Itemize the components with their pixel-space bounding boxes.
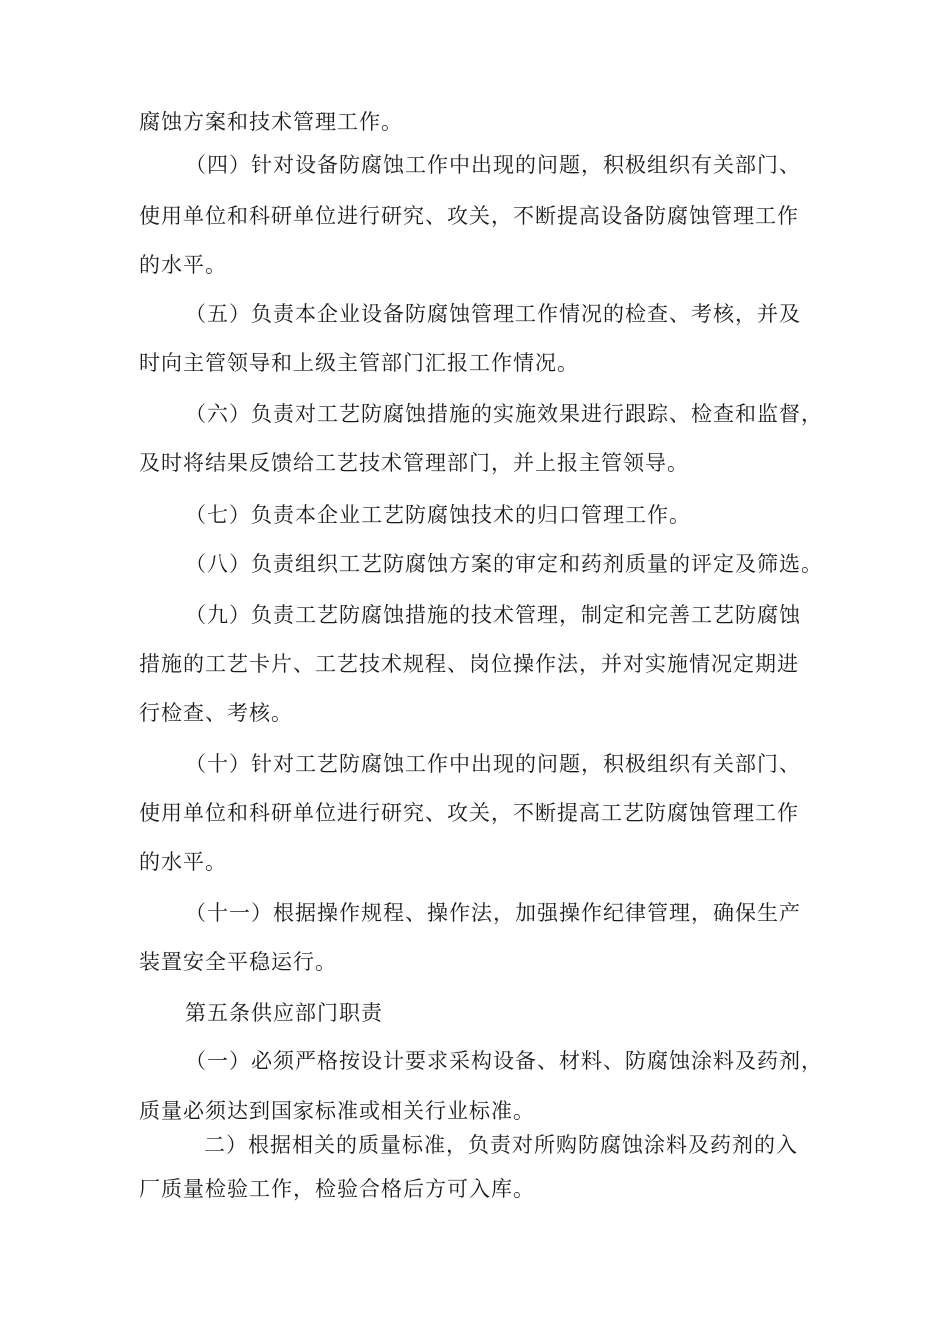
text-line: （四）针对设备防腐蚀工作中出现的问题，积极组织有关部门、 [185,153,801,177]
text-line: （一）必须严格按设计要求采构设备、材料、防腐蚀涂料及药剂， [185,1049,823,1073]
text-line: 使用单位和科研单位进行研究、攻关，不断提高设备防腐蚀管理工作 [139,204,799,228]
text-line: 的水平。 [139,253,227,277]
text-line: 装置安全平稳运行。 [139,950,337,974]
text-line: （八）负责组织工艺防腐蚀方案的审定和药剂质量的评定及筛选。 [185,552,823,576]
text-line: （十）针对工艺防腐蚀工作中出现的问题，积极组织有关部门、 [185,752,801,776]
text-line: 时向主管领导和上级主管部门汇报工作情况。 [139,351,579,375]
text-line: （五）负责本企业设备防腐蚀管理工作情况的检查、考核，并及 [185,302,801,326]
text-line: 腐蚀方案和技术管理工作。 [139,110,403,134]
text-line: （六）负责对工艺防腐蚀措施的实施效果进行跟踪、检查和监督， [185,402,823,426]
text-line: 使用单位和科研单位进行研究、攻关，不断提高工艺防腐蚀管理工作 [139,801,799,825]
text-line: 厂质量检验工作，检验合格后方可入库。 [139,1177,535,1201]
text-line: 行检查、考核。 [139,701,293,725]
text-line: （九）负责工艺防腐蚀措施的技术管理，制定和完善工艺防腐蚀 [185,603,801,627]
text-line: 及时将结果反馈给工艺技术管理部门，并上报主管领导。 [139,451,689,475]
text-line: 二）根据相关的质量标准，负责对所购防腐蚀涂料及药剂的入 [204,1133,798,1157]
text-line: 质量必须达到国家标准或相关行业标准。 [139,1099,535,1123]
section-heading: 第五条供应部门职责 [185,1001,383,1025]
text-line: 的水平。 [139,850,227,874]
text-line: （七）负责本企业工艺防腐蚀技术的归口管理工作。 [185,503,691,527]
text-line: 措施的工艺卡片、工艺技术规程、岗位操作法，并对实施情况定期进 [139,652,799,676]
text-line: （十一）根据操作规程、操作法，加强操作纪律管理，确保生产 [185,901,801,925]
